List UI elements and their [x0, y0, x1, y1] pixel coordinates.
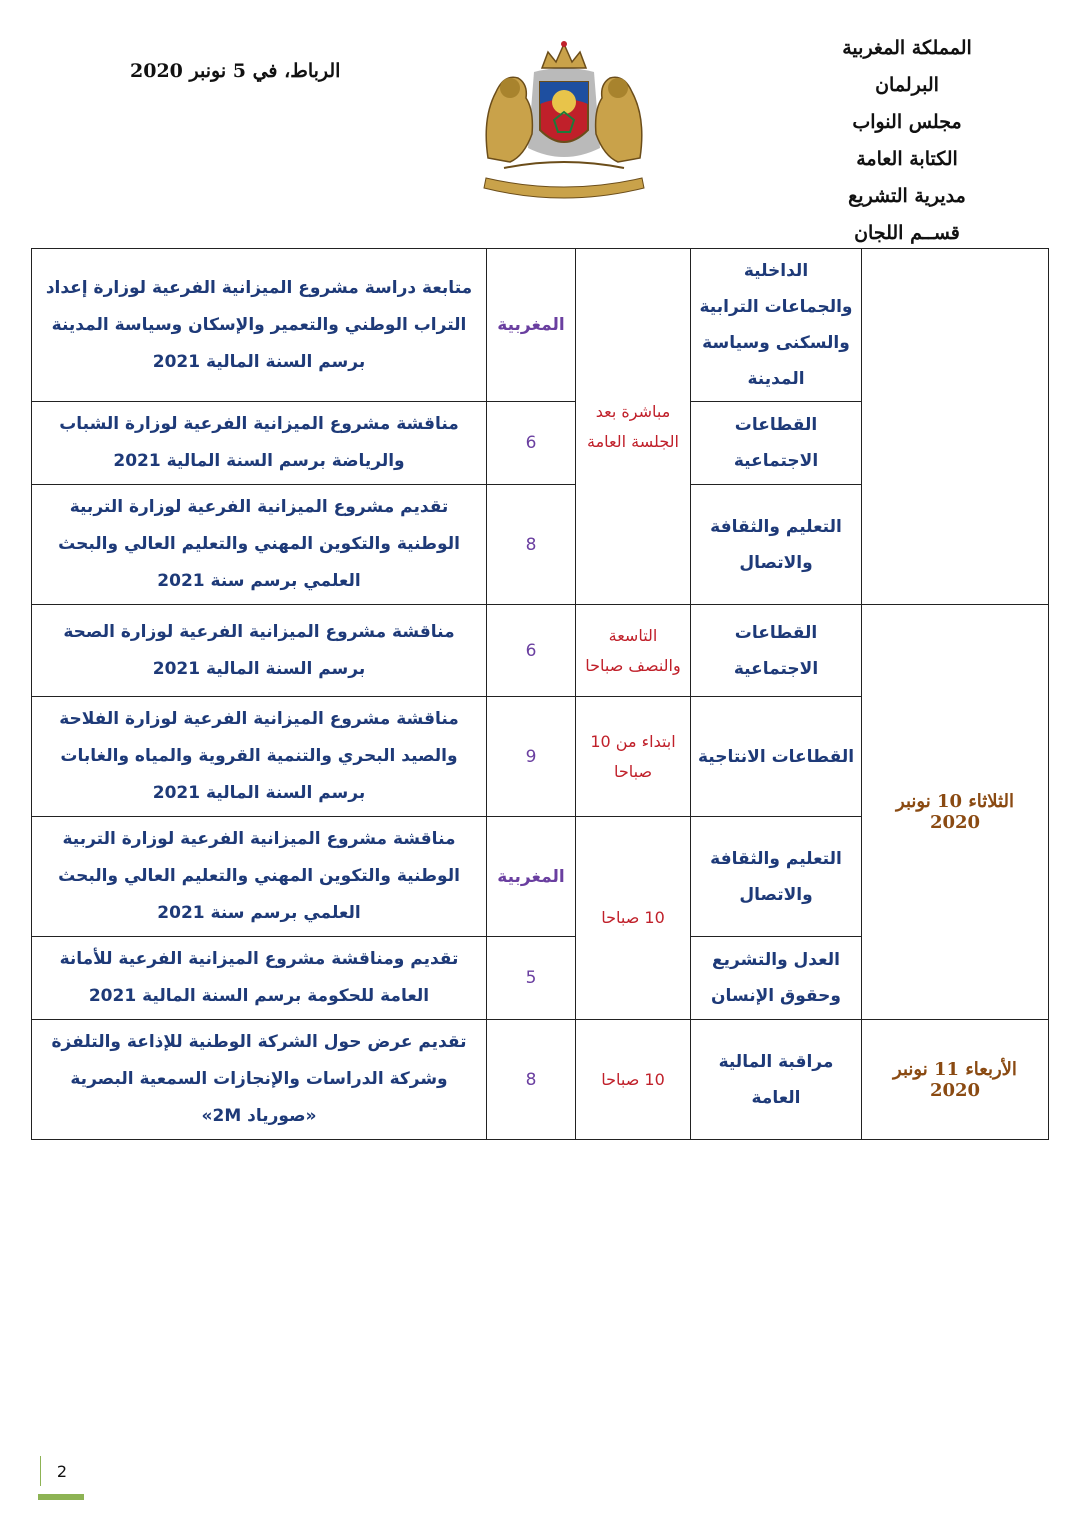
day-cell: الثلاثاء 10 نونبر 2020 — [862, 605, 1049, 1020]
header-line: البرلمان — [875, 74, 939, 96]
day-cell — [862, 249, 1049, 605]
committee-cell: الداخلية والجماعات الترابية والسكنى وسياسة المدينة — [691, 249, 862, 402]
hall-cell: 8 — [487, 1020, 576, 1140]
topic-cell: مناقشة مشروع الميزانية الفرعية لوزارة الفلاحة والصيد البحري والتنمية القروية والمياه والغابات برسم السنة المالية 2021 — [32, 697, 487, 817]
hall-cell: 8 — [487, 485, 576, 605]
page-number: 2 — [56, 1462, 68, 1481]
hall-cell: 6 — [487, 605, 576, 697]
coat-of-arms-emblem — [474, 38, 654, 200]
time-cell: التاسعة والنصف صباحا — [576, 605, 691, 697]
hall-cell: 9 — [487, 697, 576, 817]
time-cell: 10 صباحا — [576, 1020, 691, 1140]
document-date: الرباط، في 5 نونبر 2020 — [130, 60, 341, 82]
header-line: مديرية التشريع — [848, 185, 966, 207]
schedule-table — [31, 248, 1049, 1140]
table-row — [32, 249, 1049, 402]
table-row — [32, 1020, 1049, 1140]
header-line: الكتابة العامة — [856, 148, 958, 170]
committee-cell: التعليم والثقافة والاتصال — [691, 817, 862, 937]
topic-cell: تقديم ومناقشة مشروع الميزانية الفرعية للأمانة العامة للحكومة برسم السنة المالية 2021 — [32, 937, 487, 1020]
institution-header — [822, 30, 992, 252]
committee-cell: العدل والتشريع وحقوق الإنسان — [691, 937, 862, 1020]
committee-cell: القطاعات الاجتماعية — [691, 605, 862, 697]
hall-cell: 5 — [487, 937, 576, 1020]
time-cell: ابتداء من 10 صباحا — [576, 697, 691, 817]
hall-cell: 6 — [487, 402, 576, 485]
time-cell: 10 صباحا — [576, 817, 691, 1020]
header-line: المملكة المغربية — [842, 37, 972, 59]
header-line: مجلس النواب — [852, 111, 962, 133]
topic-cell: مناقشة مشروع الميزانية الفرعية لوزارة الشباب والرياضة برسم السنة المالية 2021 — [32, 402, 487, 485]
footer-accent-bar — [38, 1494, 84, 1500]
hall-cell: المغربية — [487, 817, 576, 937]
header-line: قســم اللجان — [854, 222, 960, 244]
committee-cell: القطاعات الانتاجية — [691, 697, 862, 817]
day-cell: الأربعاء 11 نونبر 2020 — [862, 1020, 1049, 1140]
committee-cell: التعليم والثقافة والاتصال — [691, 485, 862, 605]
time-cell: مباشرة بعد الجلسة العامة — [576, 249, 691, 605]
table-row — [32, 605, 1049, 697]
topic-cell: مناقشة مشروع الميزانية الفرعية لوزارة التربية الوطنية والتكوين المهني والتعليم العالي والبحث العلمي برسم سنة 2021 — [32, 817, 487, 937]
topic-cell: تقديم مشروع الميزانية الفرعية لوزارة التربية الوطنية والتكوين المهني والتعليم العالي والبحث العلمي برسم سنة 2021 — [32, 485, 487, 605]
topic-cell: مناقشة مشروع الميزانية الفرعية لوزارة الصحة برسم السنة المالية 2021 — [32, 605, 487, 697]
hall-cell: المغربية — [487, 249, 576, 402]
committee-cell: مراقبة المالية العامة — [691, 1020, 862, 1140]
topic-cell: تقديم عرض حول الشركة الوطنية للإذاعة والتلفزة وشركة الدراسات والإنجازات السمعية البصرية «صورياد 2M» — [32, 1020, 487, 1140]
topic-cell: متابعة دراسة مشروع الميزانية الفرعية لوزارة إعداد التراب الوطني والتعمير والإسكان وسياسة المدينة برسم السنة المالية 2021 — [32, 249, 487, 402]
committee-cell: القطاعات الاجتماعية — [691, 402, 862, 485]
